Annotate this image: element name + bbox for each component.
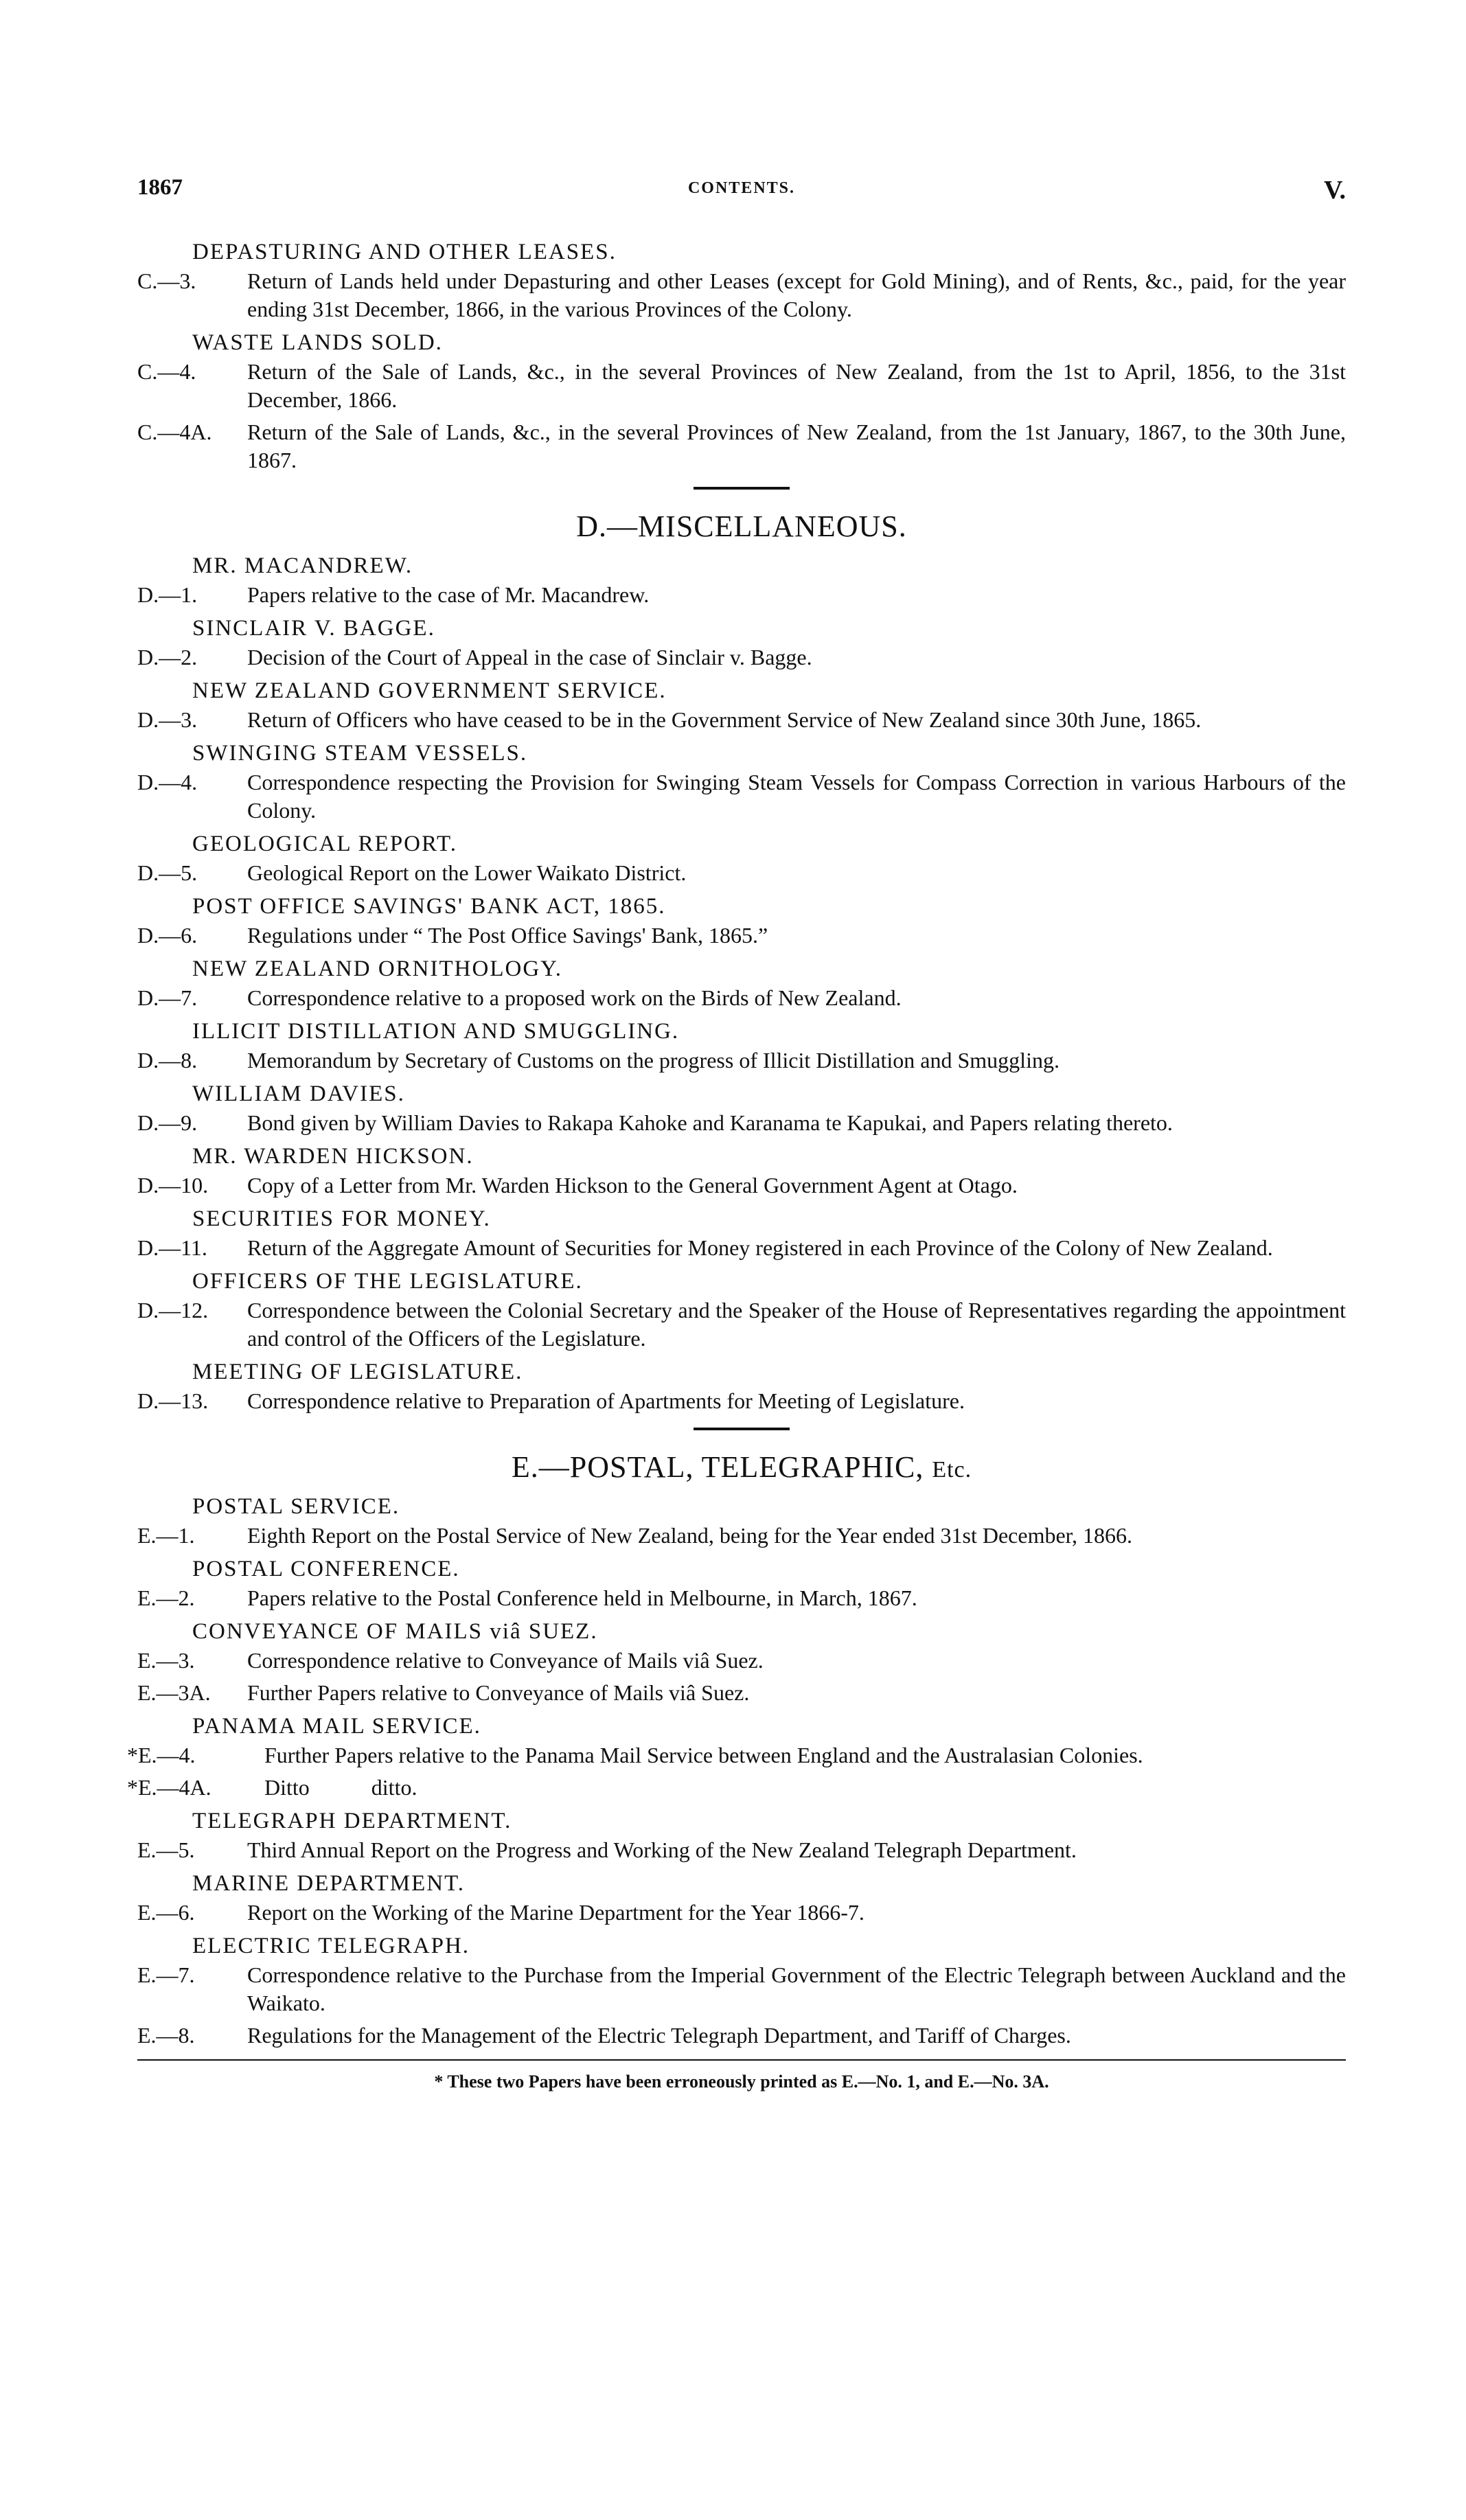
entry-code: C.—4A.	[137, 420, 212, 444]
entry-code: E.—3A.	[137, 1680, 211, 1705]
entry-e6	[137, 1899, 1346, 1927]
entry-text: Correspondence relative to Conveyance of Mails viâ Suez.	[247, 1648, 764, 1673]
entry-text: Correspondence relative to a proposed work on the Birds of New Zealand.	[247, 985, 902, 1010]
entry-text: Geological Report on the Lower Waikato District.	[247, 860, 687, 885]
entry-code: *E.—4.	[127, 1743, 196, 1767]
entry-d10	[137, 1171, 1346, 1200]
header-title: CONTENTS.	[687, 179, 796, 197]
entry-text: Memorandum by Secretary of Customs on the progress of Illicit Distillation and Smuggling.	[247, 1048, 1060, 1073]
entry-e4a	[127, 1774, 1346, 1802]
entry-text: Correspondence relative to the Purchase from the Imperial Government of the Electric Telegraph between Auckland and the Waikato.	[247, 1962, 1346, 2015]
group-heading: PANAMA MAIL SERVICE.	[192, 1714, 481, 1739]
entry-code: E.—5.	[137, 1837, 195, 1862]
entry-text: Papers relative to the Postal Conference held in Melbourne, in March, 1867.	[247, 1585, 917, 1610]
entry-text: Return of the Sale of Lands, &c., in the several Provinces of New Zealand, from the 1st to April, 1856, to the 31st December, 1866.	[247, 359, 1346, 412]
entry-code: C.—3.	[137, 268, 196, 293]
entry-e1	[137, 1522, 1346, 1550]
entry-c4a	[137, 418, 1346, 474]
entry-code: D.—11.	[137, 1235, 207, 1260]
entry-code: D.—9.	[137, 1110, 198, 1135]
group-heading: TELEGRAPH DEPARTMENT.	[192, 1809, 512, 1833]
group-heading: POST OFFICE SAVINGS' BANK ACT, 1865.	[192, 894, 666, 919]
group-heading: WASTE LANDS SOLD.	[192, 330, 443, 355]
entry-d12	[137, 1296, 1346, 1353]
entry-text: Papers relative to the case of Mr. Macandrew.	[247, 582, 650, 607]
group-heading: MARINE DEPARTMENT.	[192, 1871, 466, 1896]
group-heading: SWINGING STEAM VESSELS.	[192, 741, 528, 766]
entry-text: Regulations under “ The Post Office Savings' Bank, 1865.”	[247, 923, 768, 948]
entry-text: Correspondence between the Colonial Secretary and the Speaker of the House of Representatives regarding the appointment and control of the Officers of the Legislature.	[247, 1298, 1346, 1351]
group-heading: DEPASTURING AND OTHER LEASES.	[192, 240, 617, 264]
entry-text: Copy of a Letter from Mr. Warden Hickson to the General Government Agent at Otago.	[247, 1173, 1018, 1198]
entry-d4	[137, 768, 1346, 825]
entry-e7	[137, 1961, 1346, 2017]
entry-d3	[137, 706, 1346, 734]
entry-d7	[137, 984, 1346, 1012]
entry-code: D.—5.	[137, 860, 198, 885]
entry-code: D.—3.	[137, 707, 198, 732]
group-heading: CONVEYANCE OF MAILS viâ SUEZ.	[192, 1619, 598, 1644]
entry-text: Further Papers relative to Conveyance of Mails viâ Suez.	[247, 1680, 750, 1705]
entry-code: D.—2.	[137, 645, 198, 669]
header-year: 1867	[137, 175, 183, 200]
section-divider	[694, 1428, 790, 1430]
section-title-d: D.—MISCELLANEOUS.	[576, 509, 907, 543]
entry-d13	[137, 1387, 1346, 1415]
entry-code: E.—8.	[137, 2023, 195, 2048]
entry-d9	[137, 1109, 1346, 1137]
entry-code: E.—7.	[137, 1962, 195, 1987]
entry-text: Correspondence respecting the Provision for Swinging Steam Vessels for Compass Correction in various Harbours of the Colony.	[247, 770, 1346, 823]
entry-d8	[137, 1046, 1346, 1075]
group-heading: ELECTRIC TELEGRAPH.	[192, 1934, 470, 1958]
entry-text: Ditto	[264, 1775, 310, 1800]
entry-text: Decision of the Court of Appeal in the case of Sinclair v. Bagge.	[247, 645, 812, 669]
group-heading: POSTAL SERVICE.	[192, 1494, 400, 1519]
entry-code: D.—6.	[137, 923, 198, 948]
entry-text: Return of the Aggregate Amount of Securities for Money registered in each Province of the Colony of New Zealand.	[247, 1235, 1273, 1260]
entry-e4	[127, 1741, 1346, 1769]
entry-text: Further Papers relative to the Panama Mail Service between England and the Australasian Colonies.	[264, 1743, 1143, 1767]
entry-e3a	[137, 1679, 1346, 1707]
footnote-rule	[137, 2059, 1346, 2061]
group-heading: ILLICIT DISTILLATION AND SMUGGLING.	[192, 1019, 680, 1044]
group-heading: WILLIAM DAVIES.	[192, 1081, 405, 1106]
section-c	[137, 237, 1346, 474]
entry-code: D.—4.	[137, 770, 198, 794]
entry-code: D.—10.	[137, 1173, 209, 1198]
entry-e3	[137, 1647, 1346, 1675]
section-divider	[694, 487, 790, 490]
group-heading: NEW ZEALAND GOVERNMENT SERVICE.	[192, 678, 667, 703]
group-heading: SINCLAIR V. BAGGE.	[192, 616, 435, 641]
entry-e2	[137, 1584, 1346, 1612]
entry-c4	[137, 358, 1346, 414]
entry-code: *E.—4A.	[127, 1775, 211, 1800]
entry-text: Eighth Report on the Postal Service of New Zealand, being for the Year ended 31st December, 1866.	[247, 1523, 1133, 1548]
entry-d2	[137, 643, 1346, 672]
section-e	[127, 1450, 1346, 2050]
document-page	[127, 175, 1346, 2092]
section-title-e-main: E.—POSTAL, TELEGRAPHIC,	[511, 1450, 932, 1484]
entry-d11	[137, 1234, 1346, 1262]
entry-text: Return of Officers who have ceased to be in the Government Service of New Zealand since 30th June, 1865.	[247, 707, 1202, 732]
group-heading: MR. MACANDREW.	[192, 553, 413, 578]
entry-text: Third Annual Report on the Progress and Working of the New Zealand Telegraph Department.	[247, 1837, 1077, 1862]
group-heading: MEETING OF LEGISLATURE.	[192, 1360, 523, 1384]
entry-code: D.—7.	[137, 985, 198, 1010]
section-title-e-etc: Etc.	[932, 1457, 972, 1482]
entry-text: Return of Lands held under Depasturing and other Leases (except for Gold Mining), and of Rents, &c., paid, for the year ending 31st December, 1866, in the various Provinces of the Colony.	[247, 268, 1346, 321]
section-d	[137, 509, 1346, 1415]
group-heading: OFFICERS OF THE LEGISLATURE.	[192, 1269, 583, 1294]
entry-code: E.—2.	[137, 1585, 195, 1610]
entry-e5	[137, 1836, 1346, 1864]
footnote: * These two Papers have been erroneously printed as E.—No. 1, and E.—No. 3A.	[434, 2072, 1049, 2092]
entry-e8	[137, 2021, 1346, 2050]
entry-text-ditto: ditto.	[371, 1775, 417, 1800]
entry-text: Report on the Working of the Marine Department for the Year 1866-7.	[247, 1900, 864, 1925]
entry-code: D.—12.	[137, 1298, 209, 1322]
entry-code: D.—1.	[137, 582, 198, 607]
group-heading: GEOLOGICAL REPORT.	[192, 832, 457, 856]
group-heading: SECURITIES FOR MONEY.	[192, 1206, 491, 1231]
section-title-e	[137, 1450, 1346, 1485]
entry-d1	[137, 581, 1346, 609]
entry-code: D.—8.	[137, 1048, 198, 1073]
group-heading: POSTAL CONFERENCE.	[192, 1557, 460, 1581]
page-header	[137, 175, 1346, 216]
entry-c3	[137, 267, 1346, 323]
entry-text: Regulations for the Management of the Electric Telegraph Department, and Tariff of Charges.	[247, 2023, 1071, 2048]
header-page-number: V.	[1323, 176, 1346, 205]
entry-text: Correspondence relative to Preparation of Apartments for Meeting of Legislature.	[247, 1388, 965, 1413]
entry-code: C.—4.	[137, 359, 196, 384]
entry-d5	[137, 859, 1346, 887]
group-heading: MR. WARDEN HICKSON.	[192, 1144, 474, 1169]
entry-code: E.—3.	[137, 1648, 195, 1673]
entry-d6	[137, 921, 1346, 950]
group-heading: NEW ZEALAND ORNITHOLOGY.	[192, 957, 562, 981]
entry-code: E.—1.	[137, 1523, 195, 1548]
entry-text: Return of the Sale of Lands, &c., in the several Provinces of New Zealand, from the 1st January, 1867, to the 30th June, 1867.	[247, 420, 1346, 472]
entry-text: Bond given by William Davies to Rakapa Kahoke and Karanama te Kapukai, and Papers relating thereto.	[247, 1110, 1173, 1135]
entry-code: D.—13.	[137, 1388, 209, 1413]
entry-code: E.—6.	[137, 1900, 195, 1925]
